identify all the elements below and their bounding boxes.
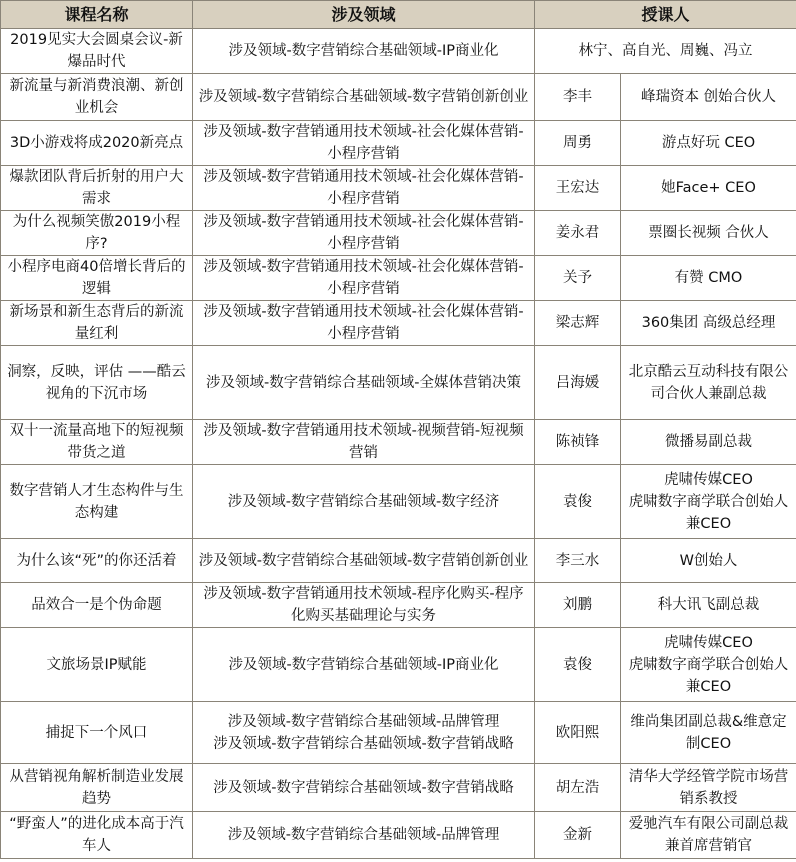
header-course-name: 课程名称: [1, 1, 193, 29]
course-name-cell: 爆款团队背后折射的用户大需求: [1, 166, 193, 211]
course-name-cell: 洞察，反映，评估 ——酷云视角的下沉市场: [1, 346, 193, 420]
table-row: [1, 166, 796, 211]
course-name-cell: 从营销视角解析制造业发展趋势: [1, 764, 193, 812]
instructor-name-cell: 李三水: [535, 539, 621, 583]
instructor-title-cell: 虎啸传媒CEO 虎啸数字商学联合创始人兼CEO: [621, 465, 796, 539]
course-name-cell: 为什么该“死”的你还活着: [1, 539, 193, 583]
header-field: 涉及领域: [193, 1, 535, 29]
field-cell: 涉及领域-数字营销综合基础领域-数字营销创新创业: [193, 74, 535, 121]
field-cell: 涉及领域-数字营销综合基础领域-数字营销战略: [193, 764, 535, 812]
table-row: [1, 465, 796, 539]
table-row: [1, 346, 796, 420]
instructor-name-cell: 李丰: [535, 74, 621, 121]
instructor-title-cell: W创始人: [621, 539, 796, 583]
field-cell: 涉及领域-数字营销综合基础领域-全媒体营销决策: [193, 346, 535, 420]
instructor-title-cell: 北京酷云互动科技有限公司合伙人兼副总裁: [621, 346, 796, 420]
table-row: [1, 702, 796, 764]
table-row: [1, 301, 796, 346]
instructor-name-cell: 关予: [535, 256, 621, 301]
table-row: [1, 583, 796, 628]
field-cell: 涉及领域-数字营销通用技术领域-社会化媒体营销-小程序营销: [193, 301, 535, 346]
course-name-cell: “野蛮人”的进化成本高于汽车人: [1, 812, 193, 859]
instructor-title-cell: 维尚集团副总裁&维意定制CEO: [621, 702, 796, 764]
instructor-name-cell: 姜永君: [535, 211, 621, 256]
table-row: [1, 121, 796, 166]
instructor-name-cell: 金新: [535, 812, 621, 859]
field-cell: 涉及领域-数字营销通用技术领域-社会化媒体营销-小程序营销: [193, 256, 535, 301]
instructor-title-cell: 票圈长视频 合伙人: [621, 211, 796, 256]
field-cell: 涉及领域-数字营销综合基础领域-IP商业化: [193, 628, 535, 702]
table-row: [1, 29, 796, 74]
course-name-cell: 新流量与新消费浪潮、新创业机会: [1, 74, 193, 121]
course-name-cell: 数字营销人才生态构件与生态构建: [1, 465, 193, 539]
course-name-cell: 2019见实大会圆桌会议-新爆品时代: [1, 29, 193, 74]
instructor-title-cell: 爱驰汽车有限公司副总裁兼首席营销官: [621, 812, 796, 859]
instructor-title-cell: 虎啸传媒CEO 虎啸数字商学联合创始人兼CEO: [621, 628, 796, 702]
course-name-cell: 品效合一是个伪命题: [1, 583, 193, 628]
instructor-name-cell: 袁俊: [535, 465, 621, 539]
table-row: [1, 256, 796, 301]
instructor-name-cell: 林宁、高自光、周巍、冯立: [535, 29, 796, 74]
instructor-title-cell: 科大讯飞副总裁: [621, 583, 796, 628]
field-cell: 涉及领域-数字营销通用技术领域-社会化媒体营销-小程序营销: [193, 121, 535, 166]
course-name-cell: 文旅场景IP赋能: [1, 628, 193, 702]
instructor-title-cell: 峰瑞资本 创始合伙人: [621, 74, 796, 121]
field-cell: 涉及领域-数字营销综合基础领域-数字营销创新创业: [193, 539, 535, 583]
instructor-name-cell: 王宏达: [535, 166, 621, 211]
instructor-title-cell: 360集团 高级总经理: [621, 301, 796, 346]
field-cell: 涉及领域-数字营销综合基础领域-品牌管理 涉及领域-数字营销综合基础领域-数字营销战略: [193, 702, 535, 764]
field-cell: 涉及领域-数字营销通用技术领域-社会化媒体营销-小程序营销: [193, 211, 535, 256]
course-name-cell: 捕捉下一个风口: [1, 702, 193, 764]
instructor-name-cell: 刘鹏: [535, 583, 621, 628]
instructor-title-cell: 微播易副总裁: [621, 420, 796, 465]
instructor-title-cell: 清华大学经管学院市场营销系教授: [621, 764, 796, 812]
field-cell: 涉及领域-数字营销通用技术领域-社会化媒体营销-小程序营销: [193, 166, 535, 211]
course-name-cell: 3D小游戏将成2020新亮点: [1, 121, 193, 166]
field-cell: 涉及领域-数字营销综合基础领域-品牌管理: [193, 812, 535, 859]
table-row: [1, 539, 796, 583]
course-name-cell: 双十一流量高地下的短视频带货之道: [1, 420, 193, 465]
table-row: [1, 812, 796, 859]
instructor-name-cell: 吕海媛: [535, 346, 621, 420]
instructor-title-cell: 有赞 CMO: [621, 256, 796, 301]
table-row: [1, 74, 796, 121]
field-cell: 涉及领域-数字营销综合基础领域-IP商业化: [193, 29, 535, 74]
field-cell: 涉及领域-数字营销综合基础领域-数字经济: [193, 465, 535, 539]
field-cell: 涉及领域-数字营销通用技术领域-视频营销-短视频营销: [193, 420, 535, 465]
instructor-title-cell: 游点好玩 CEO: [621, 121, 796, 166]
instructor-name-cell: 胡左浩: [535, 764, 621, 812]
instructor-name-cell: 梁志辉: [535, 301, 621, 346]
header-instructor: 授课人: [535, 1, 796, 29]
course-name-cell: 为什么视频笑傲2019小程序?: [1, 211, 193, 256]
instructor-name-cell: 周勇: [535, 121, 621, 166]
instructor-name-cell: 欧阳熙: [535, 702, 621, 764]
table-row: [1, 764, 796, 812]
table-row: [1, 420, 796, 465]
course-name-cell: 小程序电商40倍增长背后的逻辑: [1, 256, 193, 301]
instructor-title-cell: 她Face+ CEO: [621, 166, 796, 211]
table-row: [1, 628, 796, 702]
table-header-row: [1, 1, 796, 29]
instructor-name-cell: 陈祯锋: [535, 420, 621, 465]
instructor-name-cell: 袁俊: [535, 628, 621, 702]
field-cell: 涉及领域-数字营销通用技术领域-程序化购买-程序化购买基础理论与实务: [193, 583, 535, 628]
course-name-cell: 新场景和新生态背后的新流量红利: [1, 301, 193, 346]
table-row: [1, 211, 796, 256]
